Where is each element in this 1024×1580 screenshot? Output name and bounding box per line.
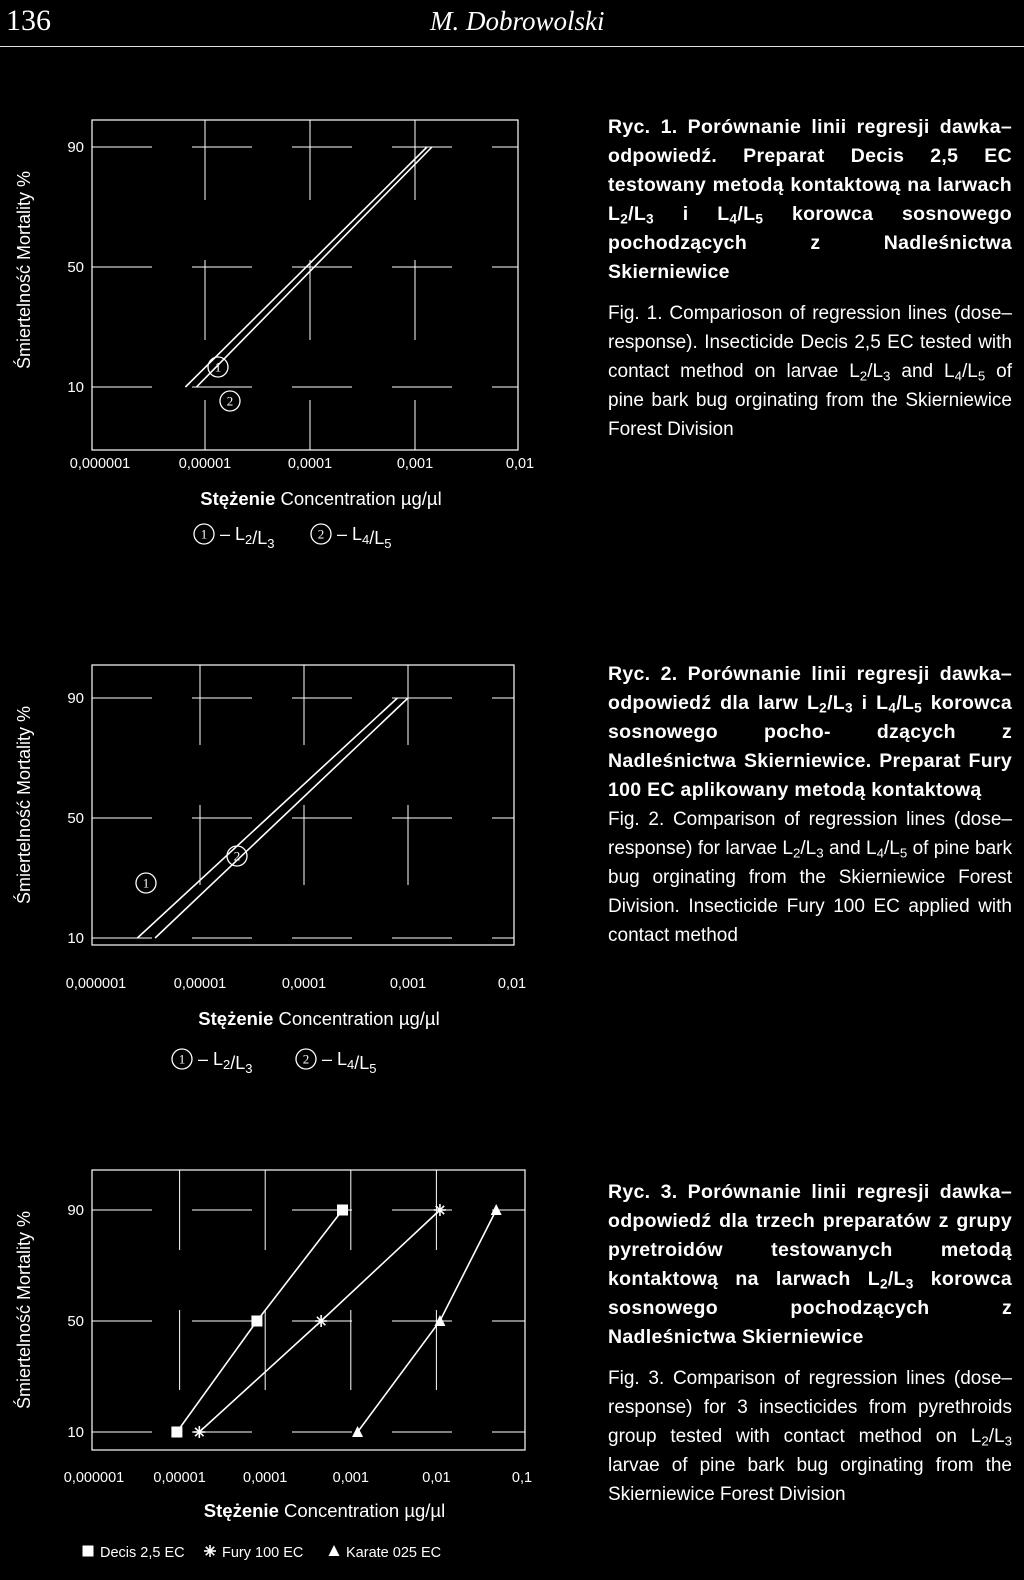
regression-line-l2-l3	[137, 698, 397, 938]
y-tick-label: 10	[67, 1424, 84, 1441]
legend-label: – $L_2/L_3$	[220, 524, 275, 551]
legend-marker-square	[83, 1546, 94, 1557]
x-tick-label: 0,0001	[281, 976, 327, 992]
figure-1-chart	[0, 100, 560, 560]
caption-english: Fig. 2. Comparison of regression lines (dose–response) for larvae $L_2/L_3$ and $L_4/L_5$ of pine bark bug orginating from the Skierniewice Forest Division. Insecticide Fury 100 EC applied with contact method	[608, 809, 1012, 946]
figure-1-caption	[608, 113, 1012, 444]
x-axis-title-english: Concentration µg/µl	[284, 1500, 446, 1521]
data-point-asterisk	[315, 1315, 327, 1327]
x-axis-title-polish: Stężenie	[203, 1500, 285, 1521]
x-tick-label: 0,1	[511, 1470, 533, 1486]
y-tick-label: 50	[67, 810, 84, 827]
legend-label: – $L_2/L_3$	[198, 1049, 253, 1076]
x-tick-label: 0,00001	[178, 456, 232, 472]
series-label-circle-number: 1	[142, 875, 150, 891]
x-axis-title	[200, 488, 441, 509]
x-axis-title	[204, 1500, 445, 1521]
caption-english: Fig. 1. Comparioson of regression lines (dose–response). Insecticide Decis 2,5 EC tested with contact method on larvae $L_2/L_3$ and $L_4/L_5$ of pine bark bug orginating from the Skierniewice Forest Division	[608, 303, 1013, 440]
x-axis-title-english: Concentration µg/µl	[280, 488, 442, 509]
running-header-author: M. Dobrowolski	[430, 6, 605, 36]
legend-label: Karate 025 EC	[346, 1545, 442, 1561]
y-tick-label: 10	[67, 379, 84, 396]
y-tick-label: 50	[67, 1313, 84, 1330]
y-tick-label: 90	[67, 690, 84, 707]
series-label-circle-number: 2	[233, 848, 241, 864]
figure-3-caption	[608, 1178, 1012, 1509]
legend-label: Fury 100 EC	[222, 1545, 304, 1561]
y-axis-title: Śmiertelność Mortality %	[14, 1210, 34, 1410]
x-axis-title-polish: Stężenie	[198, 1008, 279, 1029]
y-tick-label: 10	[67, 930, 84, 947]
x-tick-label: 0,000001	[63, 1470, 125, 1486]
x-tick-label: 0,000001	[69, 456, 131, 472]
figure-2-chart	[0, 640, 560, 1080]
x-tick-label: 0,0001	[287, 456, 333, 472]
legend-label: Decis 2,5 EC	[100, 1545, 185, 1561]
x-tick-label: 0,000001	[65, 976, 127, 992]
figure-2-caption	[608, 660, 1012, 950]
data-point-square	[337, 1205, 348, 1216]
x-tick-label: 0,001	[396, 456, 434, 472]
x-tick-label: 0,001	[389, 976, 427, 992]
x-tick-label: 0,00001	[173, 976, 227, 992]
x-axis-title-english: Concentration µg/µl	[278, 1008, 440, 1029]
x-axis-title	[198, 1008, 439, 1029]
plot-frame	[92, 120, 518, 450]
series-label-circle-number: 2	[226, 393, 234, 409]
legend-marker-asterisk	[204, 1545, 216, 1557]
legend-circle-number: 2	[317, 526, 325, 542]
y-axis-title: Śmiertelność Mortality %	[14, 170, 34, 370]
x-tick-label: 0,01	[497, 976, 527, 992]
data-point-square	[171, 1427, 182, 1438]
y-axis-title: Śmiertelność Mortality %	[14, 705, 34, 905]
series-label-circle-number: 1	[214, 359, 222, 375]
plot-frame	[92, 665, 514, 945]
y-tick-label: 90	[67, 1202, 84, 1219]
plot-frame	[92, 1170, 525, 1450]
legend-circle-number: 1	[200, 526, 208, 542]
caption-polish: Ryc. 3. Porównanie linii regresji dawka–odpowiedź dla trzech preparatów z grupy pyretroidów testowanych metodą kontaktową na larwach $L_2/L_3$ korowca sosnowego pochodzących z Nadleśnictwa Skierniewice	[608, 1181, 1012, 1348]
legend-circle-number: 1	[178, 1051, 186, 1067]
x-tick-label: 0,00001	[153, 1470, 206, 1486]
caption-polish: Ryc. 2. Porównanie linii regresji dawka–odpowiedź dla larw $L_2/L_3$ i $L_4/L_5$ korowca sosnowego pocho- dzących z Nadleśnictwa Skierniewice. Preparat Fury 100 EC aplikowany metodą kontaktową	[608, 663, 1012, 801]
data-point-asterisk	[193, 1426, 205, 1438]
header-rule	[0, 46, 1024, 47]
x-tick-label: 0,0001	[243, 1470, 288, 1486]
x-tick-label: 0,01	[422, 1470, 451, 1486]
legend-marker-triangle	[329, 1545, 340, 1556]
y-tick-label: 50	[67, 259, 84, 276]
legend-label: – $L_4/L_5$	[322, 1049, 377, 1076]
caption-polish: Ryc. 1. Porównanie linii regresji dawka–odpowiedź. Preparat Decis 2,5 EC testowany metodą kontaktową na larwach $L_2/L_3$ i $L_4/L_5$ korowca sosnowego pochodzących z Nadleśnictwa Skierniewice	[608, 116, 1012, 283]
legend-circle-number: 2	[302, 1051, 310, 1067]
data-point-asterisk	[434, 1204, 446, 1216]
figure-3-chart	[0, 1160, 580, 1580]
y-tick-label: 90	[67, 139, 84, 156]
page-number: 136	[6, 4, 51, 37]
data-point-square	[251, 1316, 262, 1327]
x-tick-label: 0,01	[505, 456, 535, 472]
x-tick-label: 0,001	[332, 1470, 369, 1486]
caption-english: Fig. 3. Comparison of regression lines (dose–response) for 3 insecticides from pyrethroids group tested with contact method on $L_2/L_3$ larvae of pine bark bug orginating from the Skierniewice Forest Division	[608, 1368, 1012, 1505]
x-axis-title-polish: Stężenie	[200, 488, 281, 509]
legend-label: – $L_4/L_5$	[337, 524, 392, 551]
